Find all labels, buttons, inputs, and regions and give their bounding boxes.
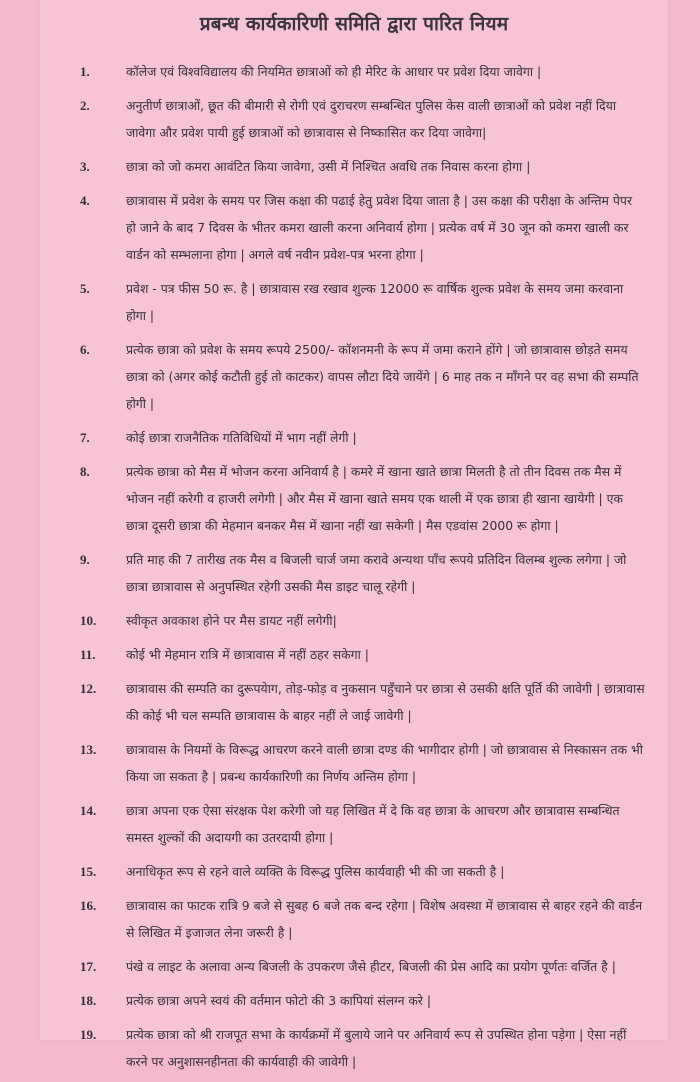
rule-item [80,987,645,1014]
rule-text: कॉलेज एवं विश्वविद्यालय की नियमित छात्राओं को ही मेरिट के आधार पर प्रवेश दिया जावेगा | [126,64,542,79]
rule-item [80,953,645,980]
rule-text: कोई छात्रा राजनैतिक गतिविधियों में भाग नहीं लेगी | [126,430,357,445]
rule-text: कोई भी मेहमान रात्रि में छात्रावास में नहीं ठहर सकेगा | [126,647,369,662]
rule-text: प्रति माह की 7 तारीख तक मैस व बिजली चार्ज जमा करावे अन्यथा पाँच रूपये प्रतिदिन विलम्ब शुल्क लगेगा | जो छात्रा छात्रावास से अनुपस्थित रहेगी उसकी मैस डाइट चालू रहेगी | [126,552,627,594]
rule-text: प्रत्येक छात्रा को प्रवेश के समय रूपये 2500/- कॉशनमनी के रूप में जमा कराने होंगे | जो छात्रावास छोड़ते समय छात्रा को (अगर कोई कटौती हुई तो काटकर) वापस लौटा दिये जायेंगे | 6 माह तक न माँगने पर वह सभा की सम्पति होगी | [126,342,639,411]
rule-text: स्वीकृत अवकाश होने पर मैस डायट नहीं लगेगी| [126,613,337,628]
rule-item [80,736,645,790]
rule-text: छात्रावास में प्रवेश के समय पर जिस कक्षा की पढाई हेतु प्रवेश दिया जाता है | उस कक्षा की परीक्षा के अन्तिम पेपर हो जाने के बाद 7 दिवस के भीतर कमरा खाली करना अनिवार्य होगा | प्रत्येक वर्ष में 30 जून को कमरा खाली कर वार्डन को सम्भलाना होगा | अगले वर्ष नवीन प्रवेश-पत्र भरना होगा | [126,193,633,262]
rule-number: 5. [80,281,90,296]
rule-item [80,458,645,539]
rule-text: छात्रा को जो कमरा आवंटित किया जावेगा, उसी में निश्चित अवधि तक निवास करना होगा | [126,159,531,174]
rule-number: 1. [80,64,90,79]
rule-number: 11. [80,647,96,662]
rule-number: 4. [80,193,90,208]
rule-item [80,336,645,417]
rule-item [80,892,645,946]
rule-item [80,424,645,451]
rule-text: प्रत्येक छात्रा को मैस में भोजन करना अनिवार्य है | कमरे में खाना खाते छात्रा मिलती है तो तीन दिवस तक मैस में भोजन नहीं करेगी व हाजरी लगेगी | और मैस में खाना खाते समय एक थाली में एक छात्रा ही खाना खायेगी | एक छात्रा दूसरी छात्रा की मेहमान बनकर मैस में खाना नहीं खा सकेगी | मैस एडवांस 2000 रू होगा | [126,464,624,533]
rule-number: 2. [80,98,90,113]
rule-number: 19. [80,1027,97,1042]
document-title: प्रबन्ध कार्यकारिणी समिति द्वारा पारित नियम [199,13,509,35]
rule-item [80,641,645,668]
rule-item [80,92,645,146]
rule-number: 15. [80,864,97,879]
rule-text: प्रत्येक छात्रा को श्री राजपूत सभा के कार्यक्रमों में बुलाये जाने पर अनिवार्य रूप से उपस्थित होना पड़ेगा | ऐसा नहीं करने पर अनुशासनहीनता की कार्यवाही की जावेगी | [126,1027,627,1069]
rule-item [80,58,645,85]
rule-text: छात्रावास की सम्पति का दुरूपयेाग, तोड़-फोड़ व नुकसान पहुँचाने पर छात्रा से उसकी क्षति पूर्ति की जावेगी | छात्रावास की कोई भी चल सम्पति छात्रावास के बाहर नहीं ले जाई जावेगी | [126,681,645,723]
rule-text: छात्रावास का फाटक रात्रि 9 बजे से सुबह 6 बजे तक बन्द रहेगा | विशेष अवस्था में छात्रावास से बाहर रहने की वार्डन से लिखित में इजाजत लेना जरूरी है | [126,898,643,940]
rule-text: छात्रावास के नियमों के विरूद्ध आचरण करने वाली छात्रा दण्ड की भागीदार होगी | जो छात्रावास से निस्कासन तक भी किया जा सकता है | प्रबन्ध कार्यकारिणी का निर्णय अन्तिम होगा | [126,742,643,784]
rule-item [80,607,645,634]
rule-number: 7. [80,430,90,445]
rule-text: अनाधिकृत रूप से रहने वाले व्यक्ति के विरूद्ध पुलिस कार्यवाही भी की जा सकती है | [126,864,505,879]
rule-text: प्रत्येक छात्रा अपने स्वयं की वर्तमान फोटो की 3 कापियां संलग्न करे | [126,993,432,1008]
rule-item [80,797,645,851]
rules-list [80,58,645,1082]
rule-item [80,675,645,729]
rule-number: 13. [80,742,97,757]
rule-number: 17. [80,959,97,974]
rule-item [80,275,645,329]
rule-item [80,187,645,268]
rule-number: 14. [80,803,97,818]
rule-number: 8. [80,464,90,479]
rule-number: 3. [80,159,90,174]
rule-number: 16. [80,898,97,913]
rule-text: अनुतीर्ण छात्राओं, छूत की बीमारी से रोगी एवं दुराचरण सम्बन्धित पुलिस केस वाली छात्राओं को प्रवेश नहीं दिया जावेगा और प्रवेश पायी हुई छात्राओं को छात्रावास से निष्कासित कर दिया जावेगा| [126,98,617,140]
rule-item [80,546,645,600]
rule-number: 10. [80,613,97,628]
rule-number: 9. [80,552,90,567]
rule-number: 12. [80,681,97,696]
rule-number: 18. [80,993,97,1008]
rule-number: 6. [80,342,90,357]
rule-item [80,153,645,180]
rule-item [80,1021,645,1075]
rule-item [80,858,645,885]
rule-text: पंखे व लाइट के अलावा अन्य बिजली के उपकरण जैसे हीटर, बिजली की प्रेस आदि का प्रयोग पूर्णतः वर्जित है | [126,959,616,974]
rule-text: प्रवेश - पत्र फीस 50 रू. है | छात्रावास रख रखाव शुल्क 12000 रू वार्षिक शुल्क प्रवेश के समय जमा करवाना होगा | [126,281,624,323]
rule-text: छात्रा अपना एक ऐसा संरक्षक पेश करेगी जो यह लिखित में दे कि वह छात्रा के आचरण और छात्रावास सम्बन्धित समस्त शुल्कों की अदायगी का उतरदायी होगा | [126,803,620,845]
rules-document [40,0,668,1069]
